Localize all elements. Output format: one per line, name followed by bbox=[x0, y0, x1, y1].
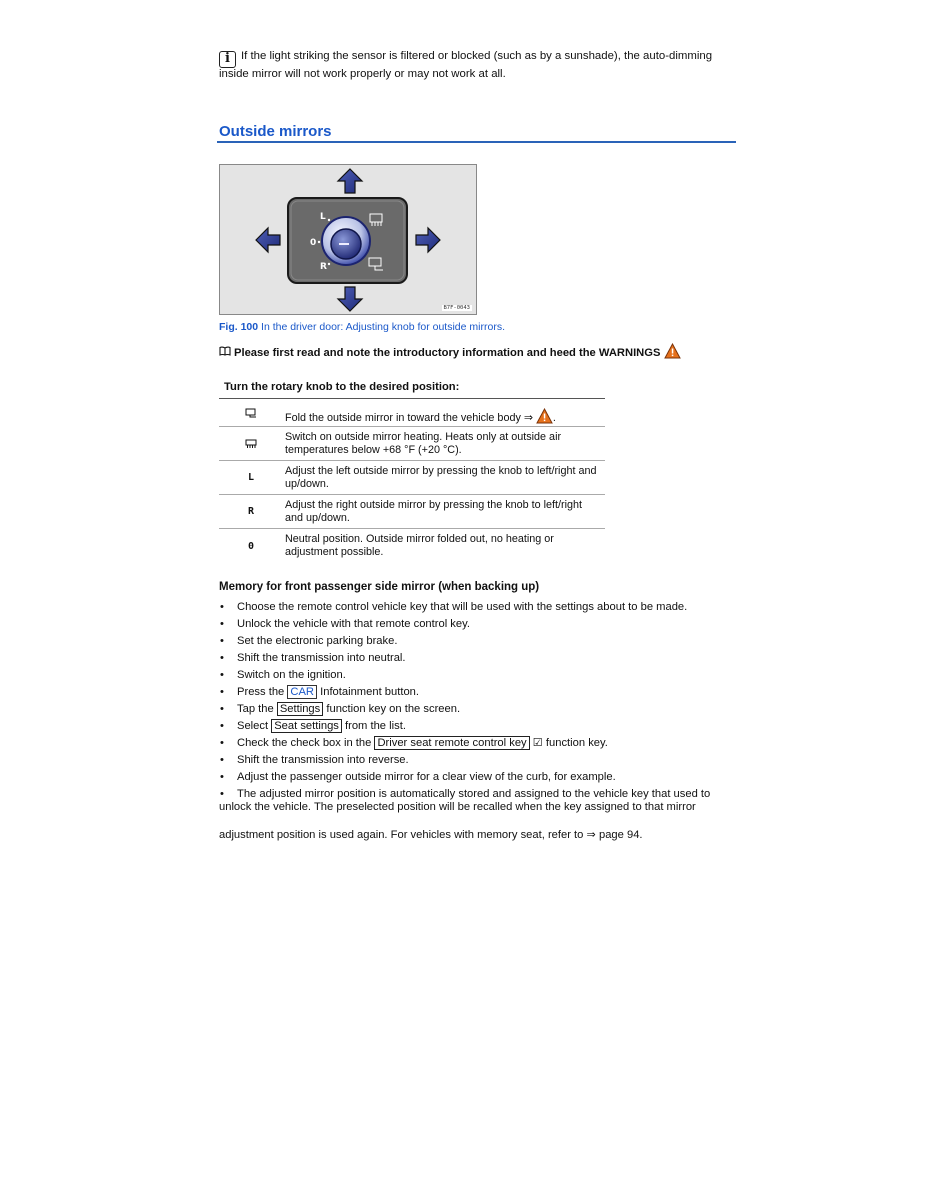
table-row bbox=[219, 495, 605, 529]
book-icon bbox=[219, 346, 231, 359]
arrow-right-icon bbox=[416, 228, 440, 252]
warning-triangle-icon bbox=[536, 408, 553, 428]
driver-seat-remote-key-label: Driver seat remote control key bbox=[374, 736, 529, 750]
table-row bbox=[219, 427, 605, 461]
table-row: Fold the outside mirror in toward the vehicle body ⇒ . bbox=[219, 399, 605, 427]
section-divider bbox=[217, 141, 736, 143]
figure-caption-text: In the driver door: Adjusting knob for outside mirrors. bbox=[261, 321, 505, 333]
figure-caption bbox=[219, 321, 505, 333]
knob-label-r: R bbox=[320, 262, 327, 272]
table-row-symbol: R bbox=[247, 506, 255, 517]
table-row-symbol: L bbox=[247, 472, 255, 483]
list-item: • Shift the transmission into neutral. bbox=[220, 652, 406, 664]
memory-heading: Memory for front passenger side mirror (when backing up) bbox=[219, 581, 540, 593]
list-item: • Choose the remote control vehicle key that will be used with the settings about to be made. bbox=[220, 601, 688, 613]
car-button-label: CAR bbox=[287, 685, 317, 699]
list-item: • Set the electronic parking brake. bbox=[220, 635, 398, 647]
list-item: • Adjust the passenger outside mirror for a clear view of the curb, for example. bbox=[220, 771, 616, 783]
table-row-text: Adjust the right outside mirror by pressing the knob to left/right and up/down. bbox=[285, 499, 583, 524]
table-row-text: Neutral position. Outside mirror folded out, no heating or adjustment possible. bbox=[285, 533, 554, 558]
mirror-heating-icon bbox=[219, 427, 283, 460]
info-note-text: If the light striking the sensor is filtered or blocked (such as by a sunshade), the auto-dimming inside mirror will not work properly or may not work at all. bbox=[219, 50, 713, 80]
info-note bbox=[219, 50, 729, 81]
table-row-text: Switch on outside mirror heating. Heats only at outside air temperatures below +68 °F (+20 °C). bbox=[285, 431, 562, 456]
warning-triangle-icon bbox=[664, 343, 681, 362]
memory-steps-list bbox=[219, 601, 729, 814]
knob-label-l: L bbox=[320, 212, 326, 222]
table-title: Turn the rotary knob to the desired position: bbox=[224, 381, 460, 393]
table-row-text: Fold the outside mirror in toward the vehicle body ⇒ bbox=[285, 412, 533, 424]
list-item: • Shift the transmission into reverse. bbox=[220, 754, 409, 766]
list-item: • Press the CAR Infotainment button. bbox=[220, 686, 419, 698]
fold-mirror-icon bbox=[219, 399, 283, 426]
list-item: • Check the check box in the Driver seat remote control key ☑ function key. bbox=[220, 737, 608, 749]
settings-key-label: Settings bbox=[277, 702, 323, 716]
list-item: • Unlock the vehicle with that remote control key. bbox=[220, 618, 470, 630]
read-first-notice bbox=[219, 343, 681, 362]
list-item: • Select Seat settings from the list. bbox=[220, 720, 406, 732]
arrow-left-icon bbox=[256, 228, 280, 252]
mirror-knob-illustration bbox=[220, 165, 476, 314]
read-first-text: Please first read and note the introductory information and heed the WARNINGS bbox=[234, 346, 661, 359]
list-item: • Tap the Settings function key on the screen. bbox=[220, 703, 461, 715]
table-row bbox=[219, 529, 605, 563]
memory-tail-text: adjustment position is used again. For vehicles with memory seat, refer to ⇒ page 94. bbox=[219, 829, 643, 841]
figure-caption-number: Fig. 100 bbox=[219, 321, 259, 333]
table-row bbox=[219, 461, 605, 495]
knob-positions-table bbox=[219, 398, 605, 563]
arrow-up-icon bbox=[338, 169, 362, 193]
list-item: • Switch on the ignition. bbox=[220, 669, 346, 681]
table-row-text: Adjust the left outside mirror by pressing the knob to left/right and up/down. bbox=[285, 465, 597, 490]
figure-mirror-knob bbox=[219, 164, 477, 315]
info-icon: i bbox=[219, 51, 236, 68]
knob-label-0: 0 bbox=[310, 238, 317, 248]
figure-id-label: B7F-0043 bbox=[443, 305, 470, 311]
arrow-down-icon bbox=[338, 287, 362, 311]
list-item: • The adjusted mirror position is automatically stored and assigned to the vehicle key that used to unlock the vehicle. The preselected position will be recalled when the key assigned to that mirror bbox=[219, 788, 711, 813]
seat-settings-key-label: Seat settings bbox=[271, 719, 342, 733]
section-title: Outside mirrors bbox=[219, 123, 332, 140]
table-row-symbol: 0 bbox=[247, 540, 255, 552]
